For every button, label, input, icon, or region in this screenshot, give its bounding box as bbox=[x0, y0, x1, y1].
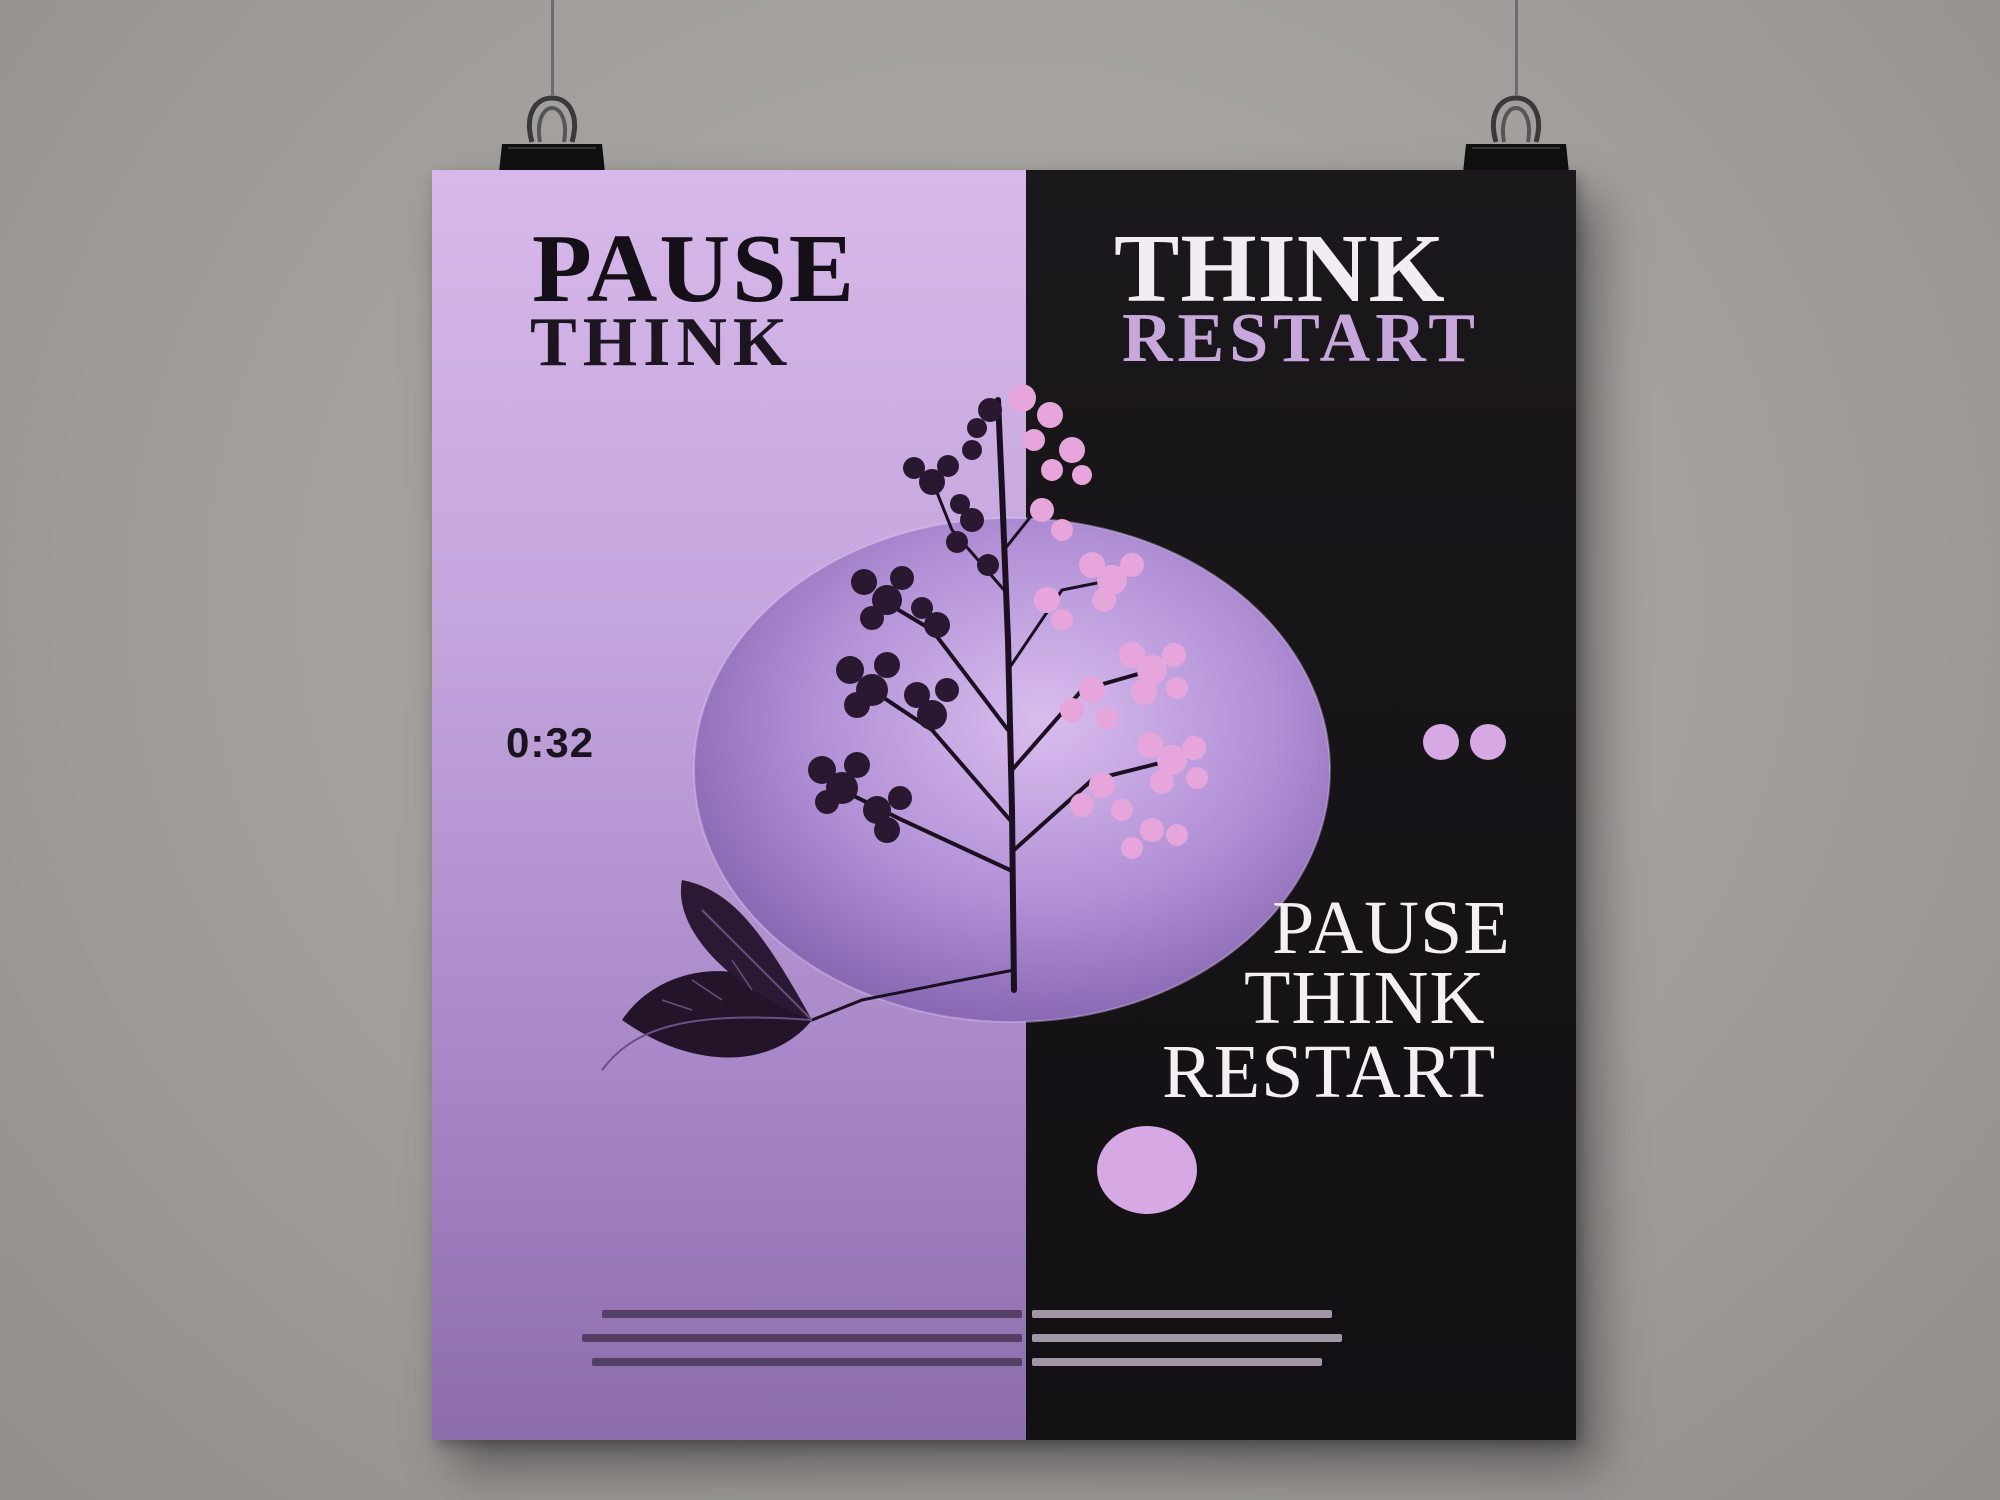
right-hanging-wire bbox=[1515, 0, 1518, 95]
stack-word-pause: PAUSE bbox=[1272, 886, 1511, 970]
stack-word-think: THINK bbox=[1244, 956, 1486, 1040]
left-subtitle: THINK bbox=[530, 304, 794, 381]
stack-word-restart: RESTART bbox=[1162, 1030, 1497, 1114]
right-title: THINK bbox=[1114, 215, 1446, 323]
poster bbox=[432, 170, 1576, 1440]
left-hanging-wire bbox=[551, 0, 554, 95]
left-title: PAUSE bbox=[532, 215, 857, 323]
right-subtitle: RESTART bbox=[1122, 300, 1480, 377]
timestamp: 0:32 bbox=[506, 719, 595, 766]
fine-print-block bbox=[432, 170, 1576, 1440]
